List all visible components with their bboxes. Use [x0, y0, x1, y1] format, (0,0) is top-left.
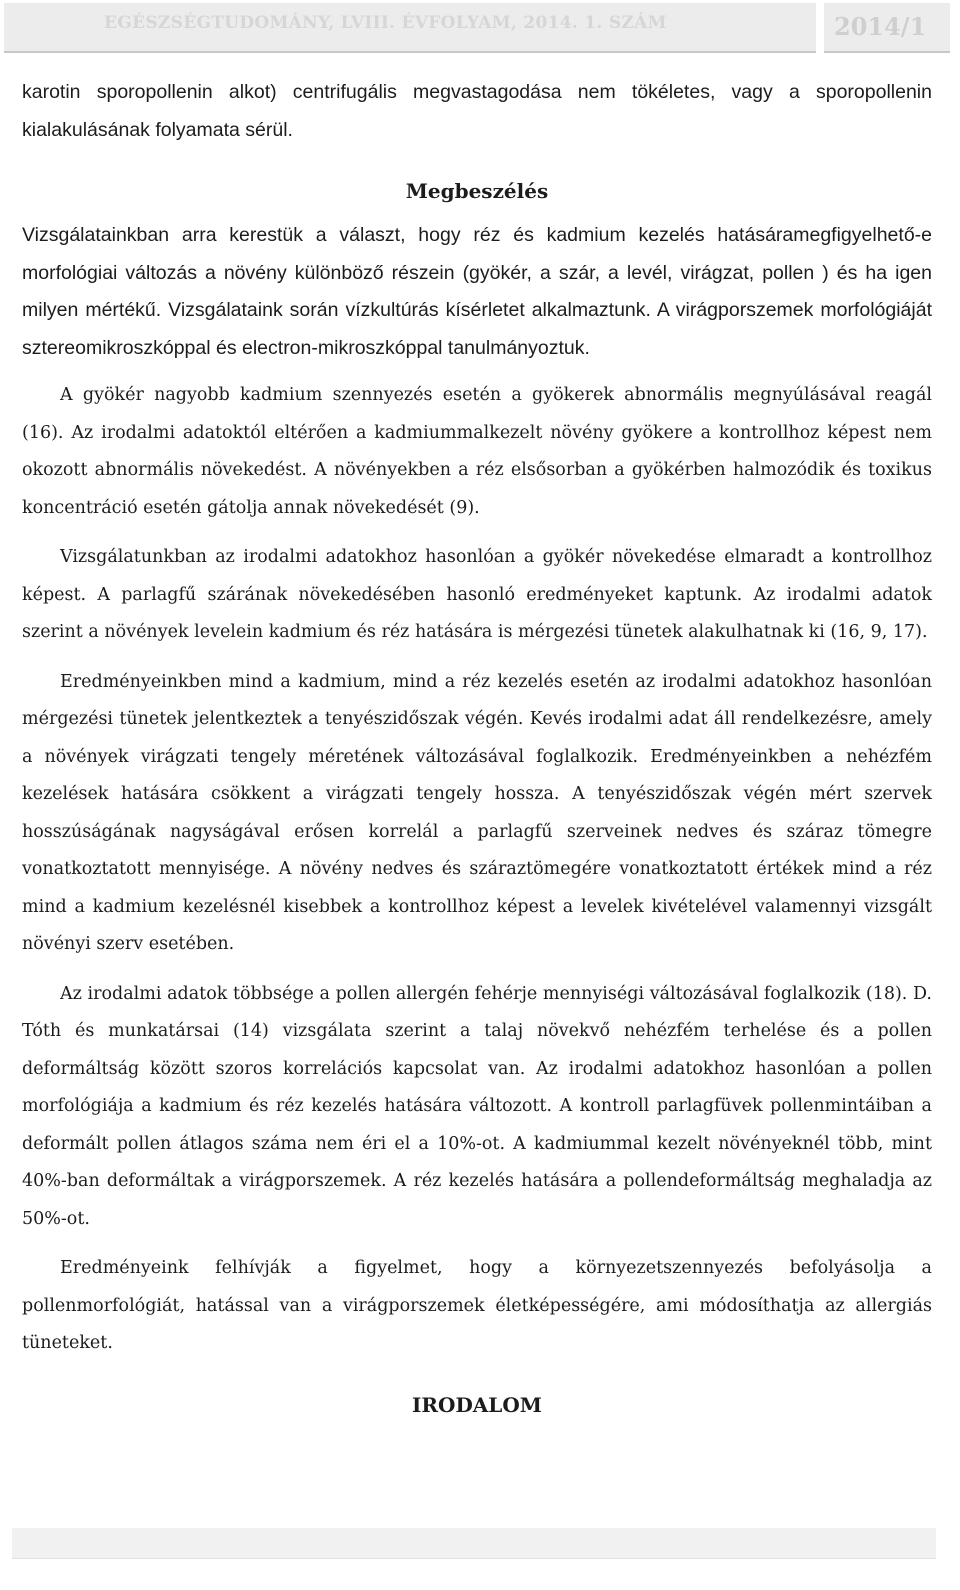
article-body: [22, 74, 932, 1425]
discussion-paragraph-3: Vizsgálatunkban az irodalmi adatokhoz hasonlóan a gyökér növekedése elmaradt a kontrollhoz képest. A parlagfű szárának növekedésében hasonló eredményeket kaptunk. Az irodalmi adatok szerint a növények levelein kadmium és réz hatására is mérgezési tünetek alakulhatnak ki (16, 9, 17).: [22, 547, 932, 642]
references-heading: IRODALOM: [412, 1392, 542, 1417]
issue-number: 2014/1: [834, 12, 927, 41]
discussion-paragraph-4: Eredményeinkben mind a kadmium, mind a réz kezelés esetén az irodalmi adatokhoz hasonlóan mérgezési tünetek jelentkeztek a tenyészidőszak végén. Kevés irodalmi adat áll rendelkezésre, amely a növények virágzati tengely méretének változásával foglalkozik. Eredményeinkben a nehézfém kezelések hatására csökkent a virágzati tengely hossza. A tenyészidőszak végén mért szervek hosszúságának nagyságával erősen korrelál a parlagfű szerveinek nedves és száraz tömegre vonatkoztatott mennyisége. A növény nedves és száraztömegére vonatkoztatott értékek mind a réz mind a kadmium kezelésnél kisebbek a kontrollhoz képest a levelek kivételével valamennyi vizsgált növényi szerv esetében.: [22, 671, 932, 954]
discussion-paragraph-1: Vizsgálatainkban arra kerestük a választ, hogy réz és kadmium kezelés hatásáramegfigyelhető-e morfológiai változás a növény különböző részein (gyökér, a szár, a levél, virágzat, pollen ) és ha igen milyen mértékű. Vizsgálataink során vízkultúrás kísérletet alkalmaztunk. A virágporszemek morfológiáját sztereomikroszkóppal és electron-mikroszkóppal tanulmányoztuk.: [22, 224, 932, 359]
issue-box: [824, 3, 950, 53]
discussion-paragraph-6: Eredményeink felhívják a figyelmet, hogy a környezetszennyezés befolyásolja a pollenmorfológiát, hatással van a virágporszemek életképességére, ami módosíthatja az allergiás tüneteket.: [22, 1258, 932, 1353]
header-banner: [4, 3, 816, 53]
page-header: [4, 3, 950, 51]
footer-bar: [12, 1528, 936, 1559]
section-heading: Megbeszélés: [405, 179, 549, 203]
discussion-paragraph-5: Az irodalmi adatok többsége a pollen allergén fehérje mennyiségi változásával foglalkozik (18). D. Tóth és munkatársai (14) vizsgálata szerint a talaj növekvő nehézfém terhelése és a pollen deformáltság között szoros korrelációs kapcsolat van. Az irodalmi adatokhoz hasonlóan a pollen morfológiája a kadmium és réz kezelés hatására változott. A kontroll parlagfüvek pollenmintáiban a deformált pollen átlagos száma nem éri el a 10%-ot. A kadmiummal kezelt növényeknél több, mint 40%-ban deformáltak a virágporszemek. A réz kezelés hatására a pollendeformáltság meghaladja az 50%-ot.: [22, 983, 932, 1229]
continuation-paragraph: karotin sporopollenin alkot) centrifugális megvastagodása nem tökéletes, vagy a sporopollenin kialakulásának folyamata sérül.: [22, 81, 932, 141]
discussion-paragraph-2: A gyökér nagyobb kadmium szennyezés esetén a gyökerek abnormális megnyúlásával reagál (16). Az irodalmi adatoktól eltérően a kadmiummalkezelt növény gyökere a kontrollhoz képest nem okozott abnormális növekedést. A növényekben a réz elsősorban a gyökérben halmozódik és toxikus koncentráció esetén gátolja annak növekedését (9).: [22, 385, 932, 518]
journal-title: EGÉSZSÉGTUDOMÁNY, LVIII. ÉVFOLYAM, 2014. 1. SZÁM: [104, 13, 667, 33]
